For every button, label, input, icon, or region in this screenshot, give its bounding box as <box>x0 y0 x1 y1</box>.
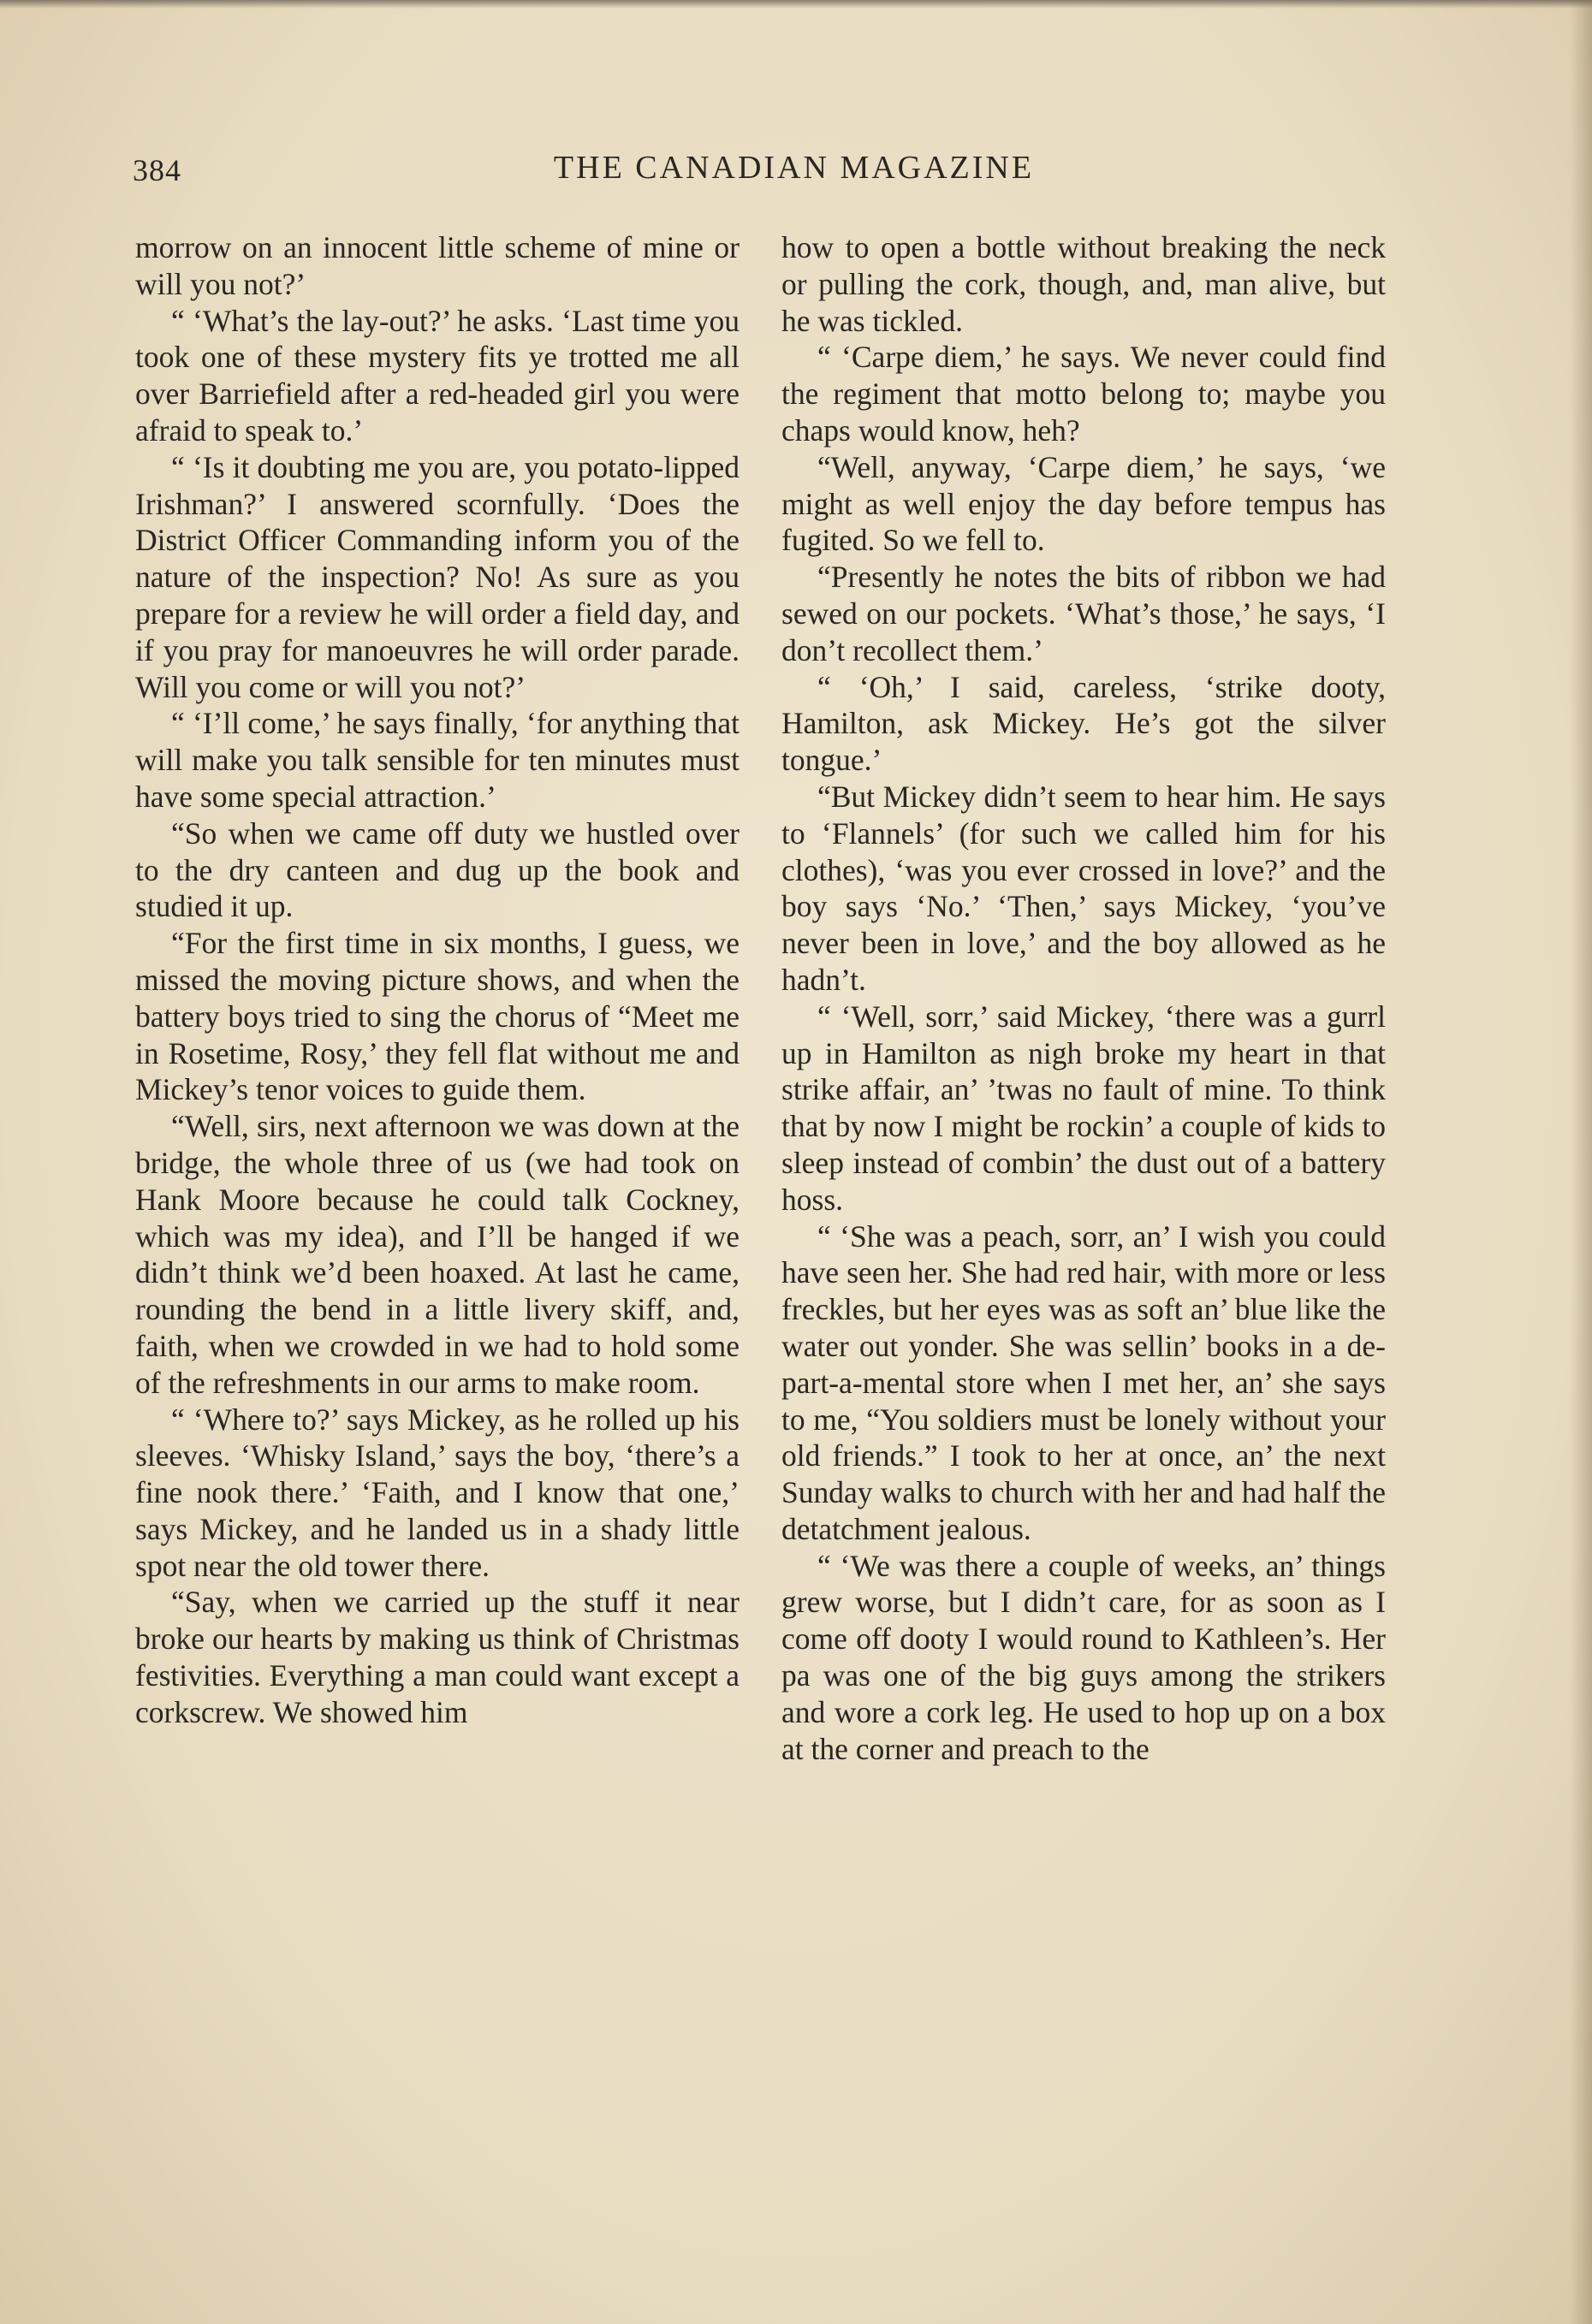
paragraph: “ ‘Is it doubting me you are, you potato-lipped Irishman?’ I answered scornfully. ‘Does the District Officer Commanding inform you of the nature of the inspection? No! As sure as you prepare for a review he will order a field day, and if you pray for manoeuvres he will order parade. Will you come or will you not?’ <box>135 449 740 704</box>
paragraph: “Well, anyway, ‘Carpe diem,’ he says, ‘we might as well enjoy the day before tempus has fugited. So we fell to. <box>781 449 1386 558</box>
paragraph: “ ‘We was there a couple of weeks, an’ things grew worse, but I didn’t care, for as soon as I come off dooty I would round to Kathleen’s. Her pa was one of the big guys among the strikers and wore a cork leg. He used to hop up on a box at the corner and preach to the <box>781 1548 1386 1766</box>
paragraph: “So when we came off duty we hustled over to the dry canteen and dug up the book and studied it up. <box>135 815 740 924</box>
page-right-edge <box>1570 0 1592 2324</box>
running-title: THE CANADIAN MAGAZINE <box>553 150 1035 186</box>
paragraph: how to open a bottle without breaking the neck or pulling the cork, though, and, man alive, but he was tickled. <box>781 230 1386 338</box>
page-number: 384 <box>133 153 181 187</box>
paragraph: “ ‘I’ll come,’ he says finally, ‘for anything that will make you talk sensible for ten minutes must have some special attraction.’ <box>135 706 740 814</box>
paragraph: “Presently he notes the bits of ribbon we had sewed on our pockets. ‘What’s those,’ he says, ‘I don’t recollect them.’ <box>781 560 1386 667</box>
paragraph: “Say, when we carried up the stuff it near broke our hearts by making us think of Christmas festivities. Everything a man could want except a corkscrew. We showed him <box>135 1585 740 1729</box>
paragraph: “ ‘Where to?’ says Mickey, as he rolled up his sleeves. ‘Whisky Island,’ says the boy, ‘there’s a fine nook there.’ ‘Faith, and I know that one,’ says Mickey, and he landed us in a shady little spot near the old tower there. <box>135 1402 740 1583</box>
paragraph: “ ‘Carpe diem,’ he says. We never could find the regiment that motto belong to; maybe you chaps would know, heh? <box>781 340 1386 448</box>
paragraph: “For the first time in six months, I guess, we missed the moving picture shows, and when the battery boys tried to sing the chorus of “Meet me in Rosetime, Rosy,’ they fell flat without me and Mickey’s tenor voices to guide them. <box>135 926 740 1107</box>
paragraph: “ ‘Well, sorr,’ said Mickey, ‘there was a gurrl up in Hamilton as nigh broke my heart in that strike affair, an’ ’twas no fault of mine. To think that by now I might be rockin’ a couple of kids to sleep instead of combin’ the dust out of a battery hoss. <box>781 999 1386 1217</box>
paragraph: “ ‘Oh,’ I said, careless, ‘strike dooty, Hamilton, ask Mickey. He’s got the silver tongue.’ <box>781 669 1386 778</box>
page-header <box>133 145 1404 197</box>
paragraph: “Well, sirs, next afternoon we was down at the bridge, the whole three of us (we had took on Hank Moore because he could talk Cockney, which was my idea), and I’ll be hanged if we didn’t think we’d been hoaxed. At last he came, rounding the bend in a little livery skiff, and, faith, when we crowded in we had to hold some of the refreshments in our arms to make room. <box>135 1109 740 1400</box>
paragraph: morrow on an innocent little scheme of mine or will you not?’ <box>135 230 740 301</box>
paragraph: “ ‘What’s the lay-out?’ he asks. ‘Last time you took one of these mystery fits ye trotted me all over Barriefield after a red-headed girl you were afraid to speak to.’ <box>135 303 740 448</box>
paragraph: “ ‘She was a peach, sorr, an’ I wish you could have seen her. She had red hair, with more or less freckles, but her eyes was as soft an’ blue like the water out yonder. She was sellin’ books in a de-part-a-mental store when I met her, an’ she says to me, “You soldiers must be lonely without your old friends.” I took to her at once, an’ the next Sunday walks to church with her and had half the detatchment jealous. <box>781 1218 1386 1546</box>
left-column <box>135 229 740 1731</box>
paragraph: “But Mickey didn’t seem to hear him. He says to ‘Flannels’ (for such we called him for his clothes), ‘was you ever crossed in love?’ and the boy says ‘No.’ ‘Then,’ says Mickey, ‘you’ve never been in love,’ and the boy allowed as he hadn’t. <box>781 779 1386 997</box>
right-column <box>781 229 1386 1767</box>
page-top-shadow <box>0 0 1592 9</box>
